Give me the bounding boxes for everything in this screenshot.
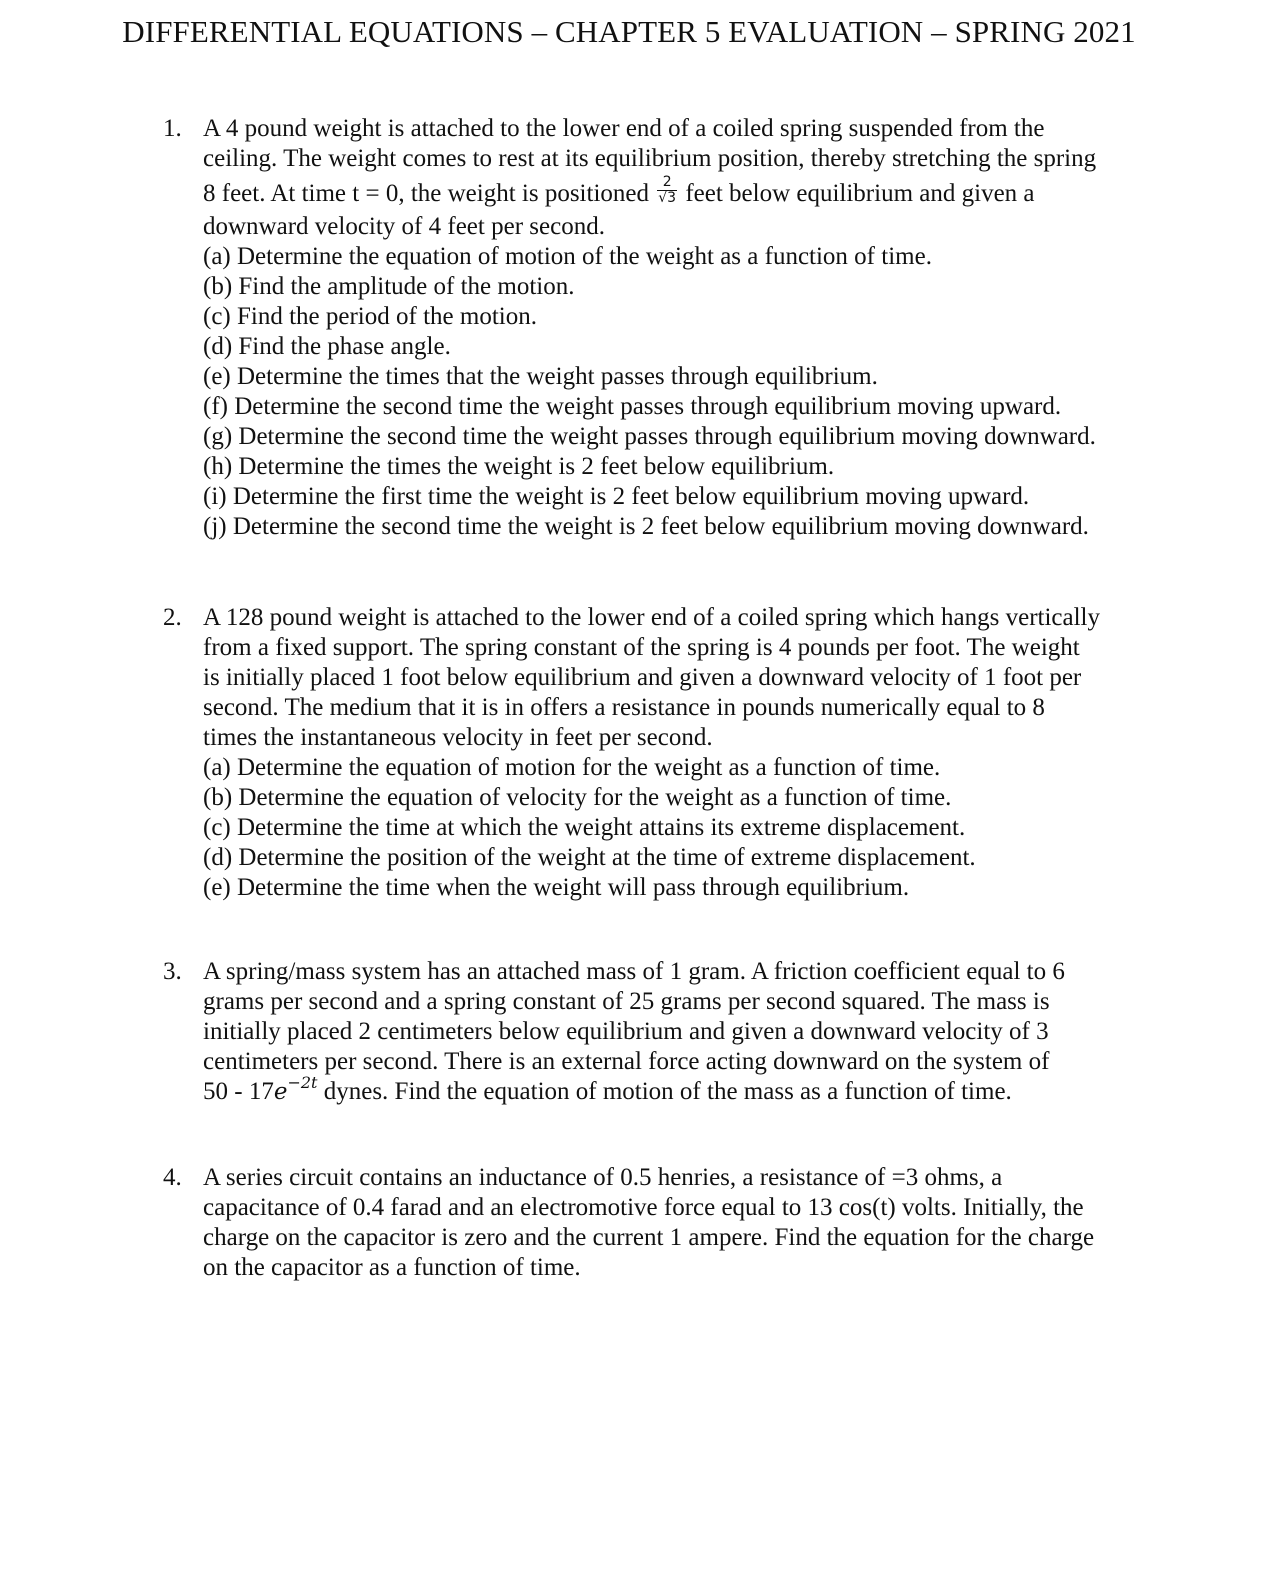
problem-number: 2. [163,604,182,631]
problem-part: (g) Determine the second time the weight passes through equilibrium moving downward. [203,423,1096,450]
problem-part: (e) Determine the times that the weight passes through equilibrium. [203,363,878,390]
problem-part: (j) Determine the second time the weight is 2 feet below equilibrium moving downward. [203,513,1089,540]
page-title: DIFFERENTIAL EQUATIONS – CHAPTER 5 EVALUATION – SPRING 2021 [122,14,1136,49]
problem-part: (a) Determine the equation of motion for the weight as a function of time. [203,754,941,781]
problem-text-line: second. The medium that it is in offers a resistance in pounds numerically equal to 8 [203,694,1045,721]
problem-text-line: times the instantaneous velocity in feet per second. [203,724,713,751]
problem-text-line: from a fixed support. The spring constant of the spring is 4 pounds per foot. The weight [203,634,1080,661]
fraction-denominator: √3 [658,189,677,206]
problem-part: (i) Determine the first time the weight is 2 feet below equilibrium moving upward. [203,483,1030,510]
problem-part: (b) Find the amplitude of the motion. [203,273,575,300]
problem-text-line: is initially placed 1 foot below equilibrium and given a downward velocity of 1 foot per [203,664,1082,691]
problem-4 [163,1163,1148,1283]
exp-base: e [273,1079,288,1105]
text-segment: 50 - 17 [203,1078,274,1105]
fraction-numerator: 2 [657,175,677,191]
problem-part: (c) Determine the time at which the weight attains its extreme displacement. [203,814,966,841]
problem-number: 3. [163,958,182,985]
problem-number: 4. [163,1164,182,1191]
text-segment: dynes. Find the equation of motion of the mass as a function of time. [317,1078,1012,1105]
problem-text-line: A spring/mass system has an attached mass of 1 gram. A friction coefficient equal to 6 [203,958,1065,985]
text-segment: 8 feet. At time t = 0, the weight is positioned [203,180,649,207]
problem-part: (h) Determine the times the weight is 2 feet below equilibrium. [203,453,835,480]
problem-part: (e) Determine the time when the weight will pass through equilibrium. [203,874,910,901]
problem-text-line: A 128 pound weight is attached to the lower end of a coiled spring which hangs vertically [203,604,1100,631]
problem-2 [163,603,1148,903]
problem-text-line [203,1073,1148,1109]
problem-part: (f) Determine the second time the weight passes through equilibrium moving upward. [203,393,1062,420]
problem-text-line: on the capacitor as a function of time. [203,1254,581,1281]
problem-text-line: centimeters per second. There is an external force acting downward on the system of [203,1048,1050,1075]
problem-text-line: initially placed 2 centimeters below equilibrium and given a downward velocity of 3 [203,1018,1049,1045]
problem-text-line: downward velocity of 4 feet per second. [203,213,605,240]
problem-text-line: ceiling. The weight comes to rest at its equilibrium position, thereby stretching the spring [203,145,1097,172]
problem-part: (d) Determine the position of the weight at the time of extreme displacement. [203,844,976,871]
text-segment: feet below equilibrium and given a [685,180,1035,207]
problem-part: (d) Find the phase angle. [203,333,451,360]
problem-1 [163,114,1148,542]
problem-text-line [203,174,1148,212]
problem-text-line: capacitance of 0.4 farad and an electromotive force equal to 13 cos(t) volts. Initially, the [203,1194,1084,1221]
fraction [657,175,677,206]
problem-part: (c) Find the period of the motion. [203,303,537,330]
problem-part: (b) Determine the equation of velocity for the weight as a function of time. [203,784,952,811]
problem-text-line: A 4 pound weight is attached to the lower end of a coiled spring suspended from the [203,115,1045,142]
problem-text-line: charge on the capacitor is zero and the current 1 ampere. Find the equation for the charge [203,1224,1095,1251]
exponent: −2t [287,1073,318,1092]
problem-3 [163,957,1148,1109]
problem-text-line: A series circuit contains an inductance of 0.5 henries, a resistance of =3 ohms, a [203,1164,1003,1191]
problem-part: (a) Determine the equation of motion of the weight as a function of time. [203,243,932,270]
problem-text-line: grams per second and a spring constant of 25 grams per second squared. The mass is [203,988,1050,1015]
problem-number: 1. [163,115,182,142]
